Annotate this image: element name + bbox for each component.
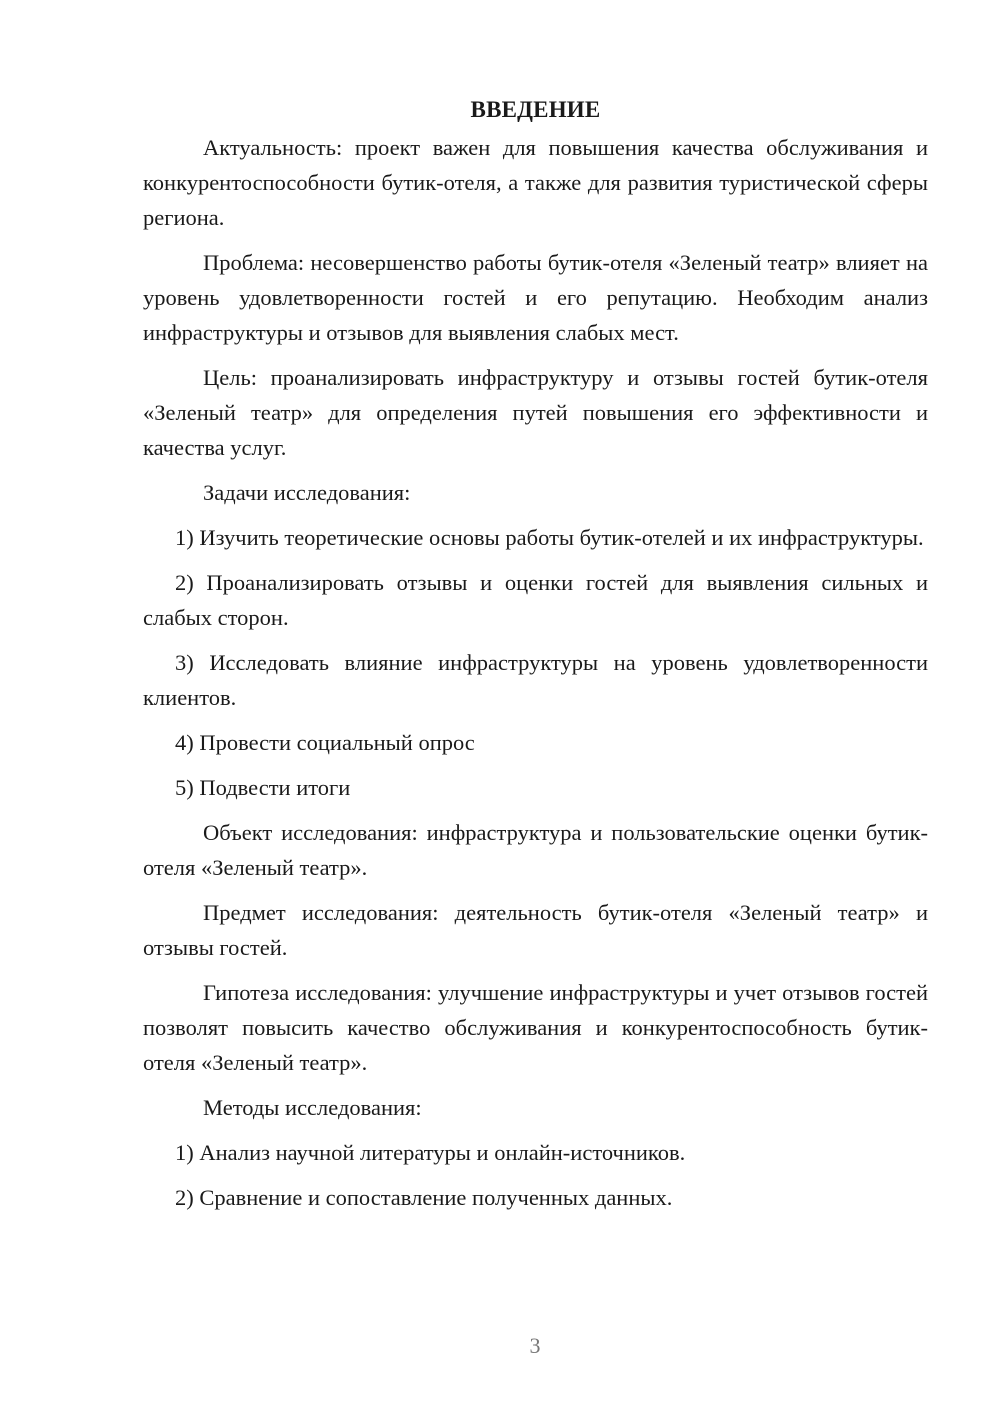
task-item-5: 5) Подвести итоги bbox=[175, 775, 351, 800]
paragraph-relevance: Актуальность: проект важен для повышения качества обслуживания и конкурентоспособности бутик-отеля, а также для развития туристической сферы региона. bbox=[143, 135, 928, 230]
page-number: 3 bbox=[529, 1333, 541, 1358]
paragraph-methods-heading: Методы исследования: bbox=[203, 1095, 422, 1120]
paragraph-hypothesis: Гипотеза исследования: улучшение инфраструктуры и учет отзывов гостей позволят повысить качество обслуживания и конкурентоспособность бутик-отеля «Зеленый театр». bbox=[143, 980, 928, 1075]
task-item-4: 4) Провести социальный опрос bbox=[175, 730, 475, 755]
task-item-2: 2) Проанализировать отзывы и оценки гостей для выявления сильных и слабых сторон. bbox=[143, 570, 928, 630]
task-item-3: 3) Исследовать влияние инфраструктуры на уровень удовлетворенности клиентов. bbox=[143, 650, 928, 710]
paragraph-goal: Цель: проанализировать инфраструктуру и отзывы гостей бутик-отеля «Зеленый театр» для определения путей повышения его эффективности и качества услуг. bbox=[143, 365, 928, 460]
method-item-2: 2) Сравнение и сопоставление полученных данных. bbox=[175, 1185, 673, 1210]
section-title: ВВЕДЕНИЕ bbox=[470, 97, 601, 122]
document-page bbox=[143, 92, 928, 1225]
method-item-1: 1) Анализ научной литературы и онлайн-источников. bbox=[175, 1140, 686, 1165]
paragraph-object: Объект исследования: инфраструктура и пользовательские оценки бутик-отеля «Зеленый театр». bbox=[143, 820, 928, 880]
paragraph-problem: Проблема: несовершенство работы бутик-отеля «Зеленый театр» влияет на уровень удовлетворенности гостей и его репутацию. Необходим анализ инфраструктуры и отзывов для выявления слабых мест. bbox=[143, 250, 928, 345]
paragraph-tasks-heading: Задачи исследования: bbox=[203, 480, 411, 505]
paragraph-subject: Предмет исследования: деятельность бутик-отеля «Зеленый театр» и отзывы гостей. bbox=[143, 900, 928, 960]
task-item-1: 1) Изучить теоретические основы работы бутик-отелей и их инфраструктуры. bbox=[175, 525, 924, 550]
